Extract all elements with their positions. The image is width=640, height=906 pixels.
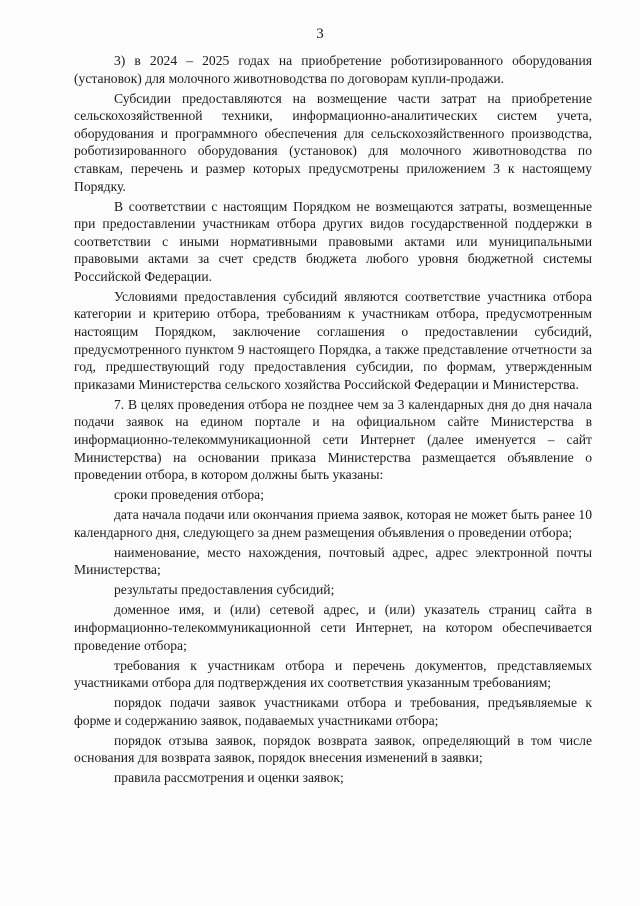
list-item-application-dates: дата начала подачи или окончания приема заявок, которая не может быть ранее 10 календарного дня, следующего за днем размещения объявления о проведении отбора;	[74, 507, 592, 540]
paragraph-non-reimbursable-costs: В соответствии с настоящим Порядком не возмещаются затраты, возмещенные при предоставлении участникам отбора других видов государственной поддержки в соответствии с иными нормативными правовыми актами или муниципальными правовыми актами за счет средств бюджета любого уровня бюджетной системы Российской Федерации.	[74, 198, 592, 284]
list-item-results: результаты предоставления субсидий;	[114, 582, 335, 598]
list-item-withdrawal-procedure: порядок отзыва заявок, порядок возврата заявок, определяющий в том числе основания для возврата заявок, порядок внесения изменений в заявки;	[74, 732, 592, 766]
paragraph-conditions: Условиями предоставления субсидий являются соответствие участника отбора категории и критерию отбора, требованиям к участникам отбора, предусмотренным настоящим Порядком, заключение соглашения о предоставлении субсидий, предусмотренного пунктом 9 настоящего Порядка, а также представление отчетности за год, предшествующий году предоставления субсидии, по формам, утвержденным приказами Министерства сельского хозяйства Российской Федерации и Министерства.	[74, 288, 592, 392]
page-number: 3	[316, 26, 324, 42]
list-item-ministry-contacts: наименование, место нахождения, почтовый адрес, адрес электронной почты Министерства;	[74, 544, 592, 578]
list-item-evaluation-rules: правила рассмотрения и оценки заявок;	[114, 770, 344, 786]
paragraph-item-3-2024-2025: 3) в 2024 – 2025 годах на приобретение роботизированного оборудования (установок) для молочного животноводства по договорам купли-продажи.	[74, 53, 592, 86]
list-item-domain-name: доменное имя, и (или) сетевой адрес, и (или) указатель страниц сайта в информационно-телекоммуникационной сети Интернет, на котором обеспечивается проведение отбора;	[74, 602, 592, 653]
paragraph-section-7: 7. В целях проведения отбора не позднее чем за 3 календарных дня до дня начала подачи заявок на едином портале и на официальном сайте Министерства в информационно-телекоммуникационной сети Интернет (далее именуется – сайт Министерства) на основании приказа Министерства размещается объявление о проведении отбора, в котором должны быть указаны:	[74, 396, 592, 483]
list-item-participant-requirements: требования к участникам отбора и перечень документов, представляемых участниками отбора для подтверждения их соответствия указанным требованиям;	[74, 657, 592, 691]
paragraph-subsidies-purpose: Субсидии предоставляются на возмещение части затрат на приобретение сельскохозяйственной техники, информационно-аналитических систем учета, оборудования и программного обеспечения для сельскохозяйственного производства, роботизированного оборудования (установок) для молочного животноводства по ставкам, перечень и размер которых предусмотрены приложением 3 к настоящему Порядку.	[74, 90, 592, 194]
list-item-application-procedure: порядок подачи заявок участниками отбора и требования, предъявляемые к форме и содержанию заявок, подаваемых участниками отбора;	[74, 695, 592, 728]
document-body	[74, 52, 592, 787]
list-item-deadlines: сроки проведения отбора;	[114, 487, 264, 503]
